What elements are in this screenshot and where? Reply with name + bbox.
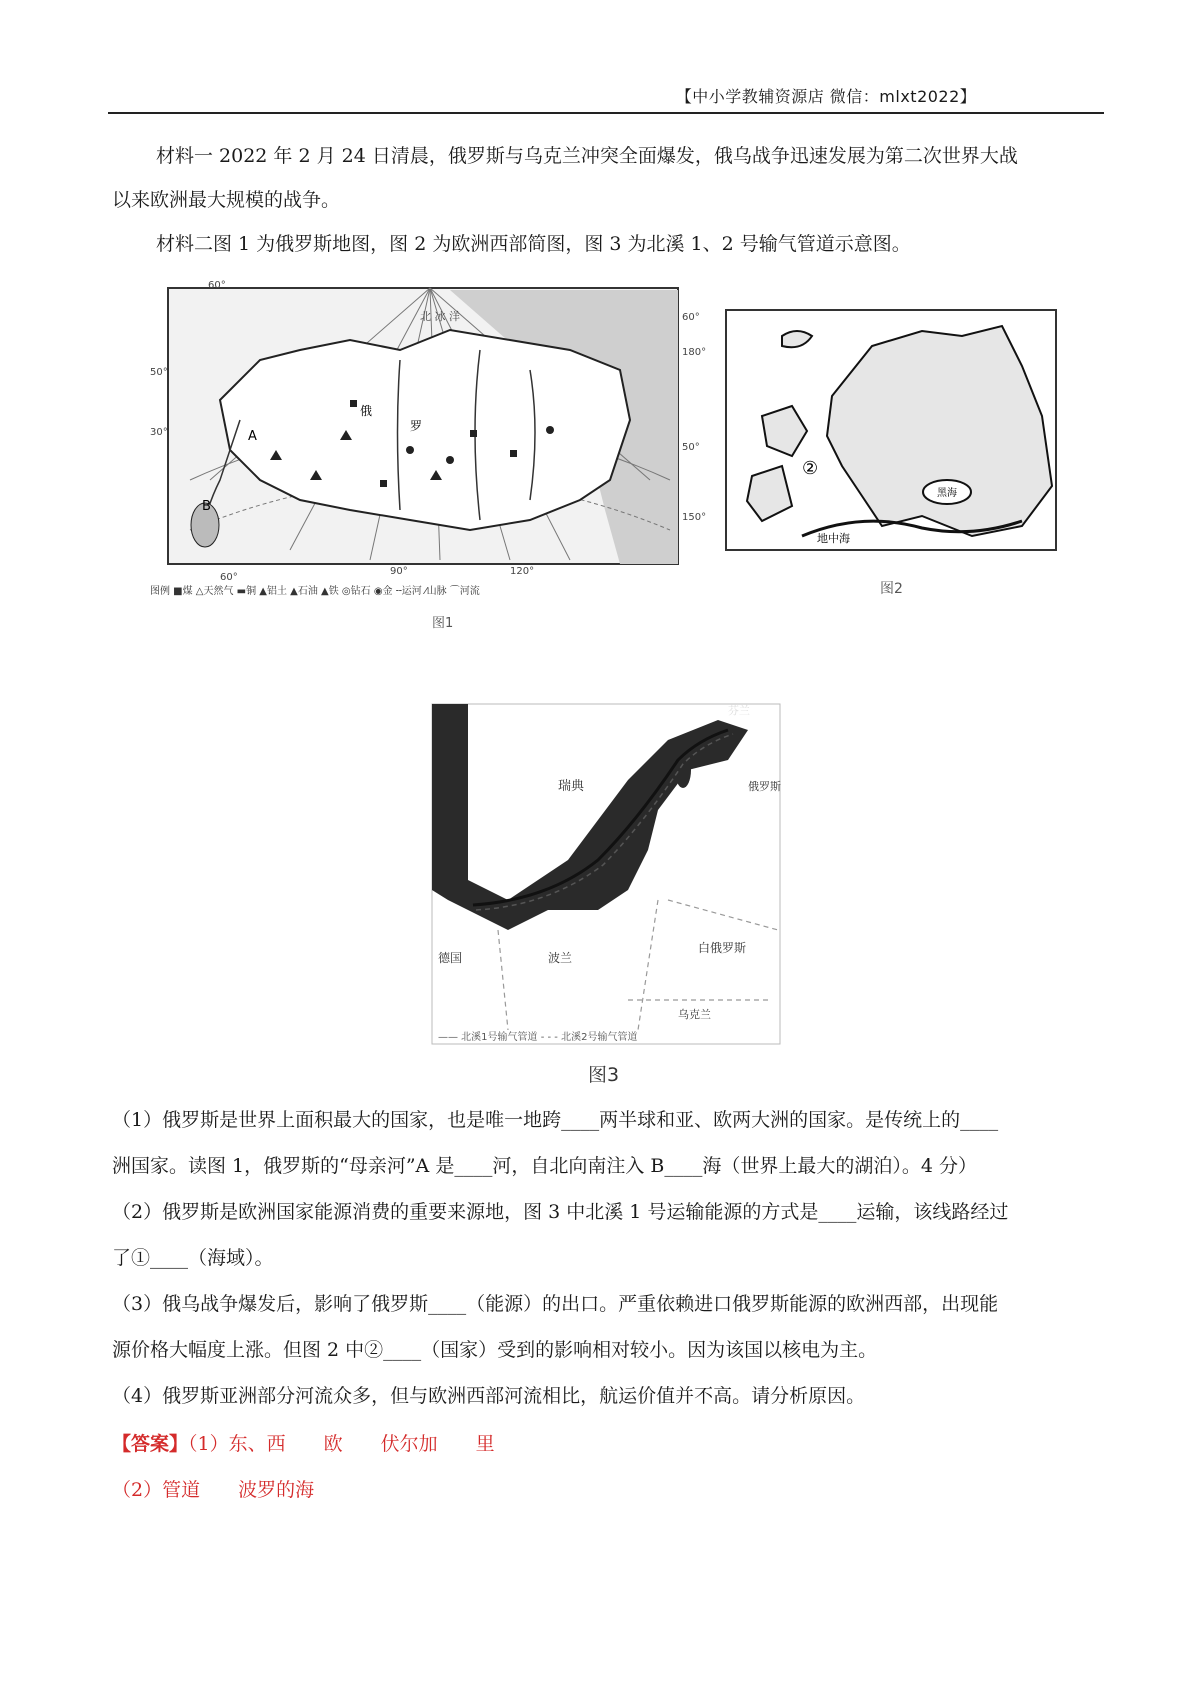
question-3-line1: （3）俄乌战争爆发后，影响了俄罗斯____（能源）的出口。严重依赖进口俄罗斯能源的欧洲西部，出现能 <box>112 1293 999 1315</box>
label-lon90: 90° <box>390 566 408 577</box>
label-lat30: 30° <box>150 427 168 438</box>
label-mediterranean: 地中海 <box>817 532 850 545</box>
answer-2-part2: 波罗的海 <box>238 1479 315 1501</box>
label-finland: 芬兰 <box>728 704 750 717</box>
label-lon120: 120° <box>510 566 535 577</box>
label-rlat60: 60° <box>682 312 700 323</box>
label-r50: 50° <box>682 442 700 453</box>
label-germany: 德国 <box>438 951 463 965</box>
figure1-russia-map <box>150 280 707 600</box>
material-one-line1: 材料一 2022 年 2 月 24 日清晨，俄罗斯与乌克兰冲突全面爆发，俄乌战争迅速发展为第二次世界大战 <box>156 145 1018 167</box>
question-4: （4）俄罗斯亚洲部分河流众多，但与欧洲西部河流相比，航运价值并不高。请分析原因。 <box>112 1385 866 1407</box>
question-2-line1: （2）俄罗斯是欧洲国家能源消费的重要来源地，图 3 中北溪 1 号运输能源的方式是____运输，该线路经过 <box>112 1201 1009 1223</box>
answer-1 <box>112 1422 1102 1466</box>
label-belarus: 白俄罗斯 <box>698 941 747 955</box>
question-1-line2: 洲国家。读图 1，俄罗斯的“母亲河”A 是____河，自北向南注入 B____海（世界上最大的湖泊）。4 分） <box>112 1155 977 1177</box>
label-r150: 150° <box>682 512 707 523</box>
mark-2: ② <box>802 458 819 479</box>
label-r180: 180° <box>682 347 707 358</box>
figure1-caption: 图1 <box>432 616 454 631</box>
label-e1: 俄 <box>360 404 373 418</box>
answer-tag: 【答案】 <box>112 1433 189 1455</box>
answer-2 <box>112 1468 1102 1512</box>
label-B: B <box>202 499 211 514</box>
label-russia: 俄罗斯 <box>748 780 781 793</box>
answer-1-part3: 伏尔加 <box>380 1433 438 1455</box>
label-lat60: 60° <box>208 280 226 291</box>
figure1-legend: 图例 ■煤 △天然气 ▬铜 ▲铝土 ▲石油 ▲铁 ◎钻石 ◉金 ╌运河 ⁄山脉 ⌒河流 <box>150 586 480 597</box>
figure2-caption: 图2 <box>880 581 903 597</box>
answer-1-part4: 里 <box>475 1433 495 1455</box>
figure3-caption: 图3 <box>588 1064 620 1086</box>
label-arctic: 北 冰 洋 <box>420 310 460 323</box>
label-poland: 波兰 <box>548 951 573 965</box>
material-two-text: 材料二图 1 为俄罗斯地图，图 2 为欧洲西部简图，图 3 为北溪 1、2 号输气管道示意图。 <box>156 233 911 255</box>
question-3-line2: 源价格大幅度上涨。但图 2 中②____（国家）受到的影响相对较小。因为该国以核电为主。 <box>112 1339 878 1361</box>
material-two <box>112 222 1102 266</box>
material-one-line2: 以来欧洲最大规模的战争。 <box>112 189 341 211</box>
figure3-legend: —— 北溪1号输气管道 - - - 北溪2号输气管道 <box>438 1032 638 1043</box>
label-A: A <box>248 429 257 444</box>
label-sweden: 瑞典 <box>558 779 585 794</box>
figure3-pipeline-map <box>428 700 784 1046</box>
header-text: 【中小学教辅资源店 微信：mlxt2022】 <box>675 87 977 106</box>
label-e2: 罗 <box>410 419 423 433</box>
answer-1-part2: 欧 <box>323 1433 343 1455</box>
answer-1-part1: （1）东、西 <box>188 1433 286 1455</box>
answer-2-part1: （2）管道 <box>112 1479 201 1501</box>
label-black-sea: 黑海 <box>937 488 957 499</box>
page-header <box>108 80 1104 114</box>
label-lat50: 50° <box>150 367 168 378</box>
label-lon60: 60° <box>220 572 238 583</box>
question-1-line1: （1）俄罗斯是世界上面积最大的国家，也是唯一地跨____两半球和亚、欧两大洲的国家。是传统上的____ <box>112 1109 999 1131</box>
label-ukraine: 乌克兰 <box>678 1008 711 1021</box>
question-2-line2: 了①____（海域）。 <box>112 1247 274 1269</box>
figure2-europe-map <box>722 306 1062 556</box>
material-one <box>112 134 1102 178</box>
material-one-cont <box>112 178 1102 222</box>
